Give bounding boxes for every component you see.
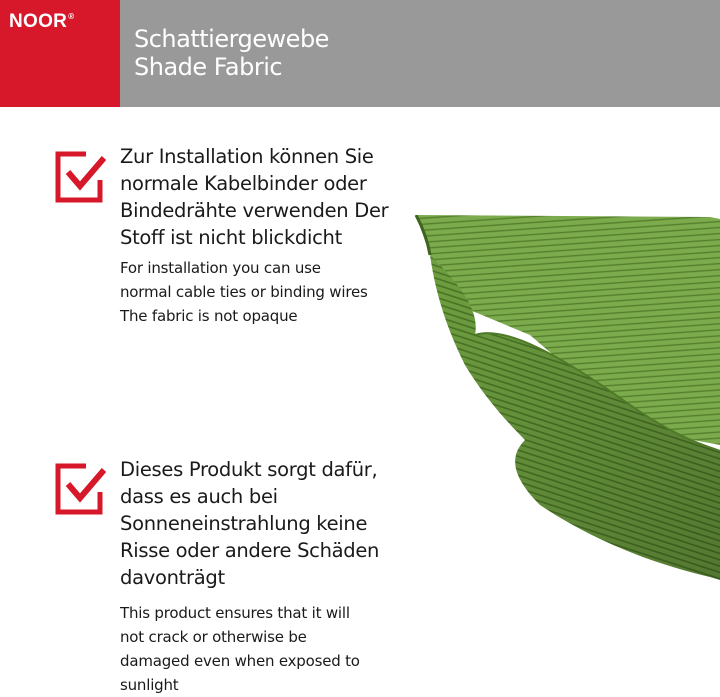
shade-fabric-image [410,215,720,580]
feature-text-english: For installation you can use normal cable ties or binding wires The fabric is not opaque [120,259,368,325]
checkbox-check-icon [54,460,106,516]
brand-logo [0,0,120,107]
feature-text-german: Zur Installation können Sie normale Kabelbinder oder Bindedrähte verwenden Der Stoff ist nicht blickdicht [120,145,389,249]
brand-name: NOOR® [9,11,75,32]
header-bar [120,0,720,107]
feature-text-german: Dieses Produkt sorgt dafür, dass es auch bei Sonneneinstrahlung keine Risse oder andere Schäden davonträgt [120,458,380,589]
page-title-english: Shade Fabric [134,53,283,81]
checkbox-check-icon [54,148,106,204]
page-title-german: Schattiergewebe [134,25,329,53]
feature-text-english: This product ensures that it will not crack or otherwise be damaged even when exposed to sunlight [120,604,360,694]
